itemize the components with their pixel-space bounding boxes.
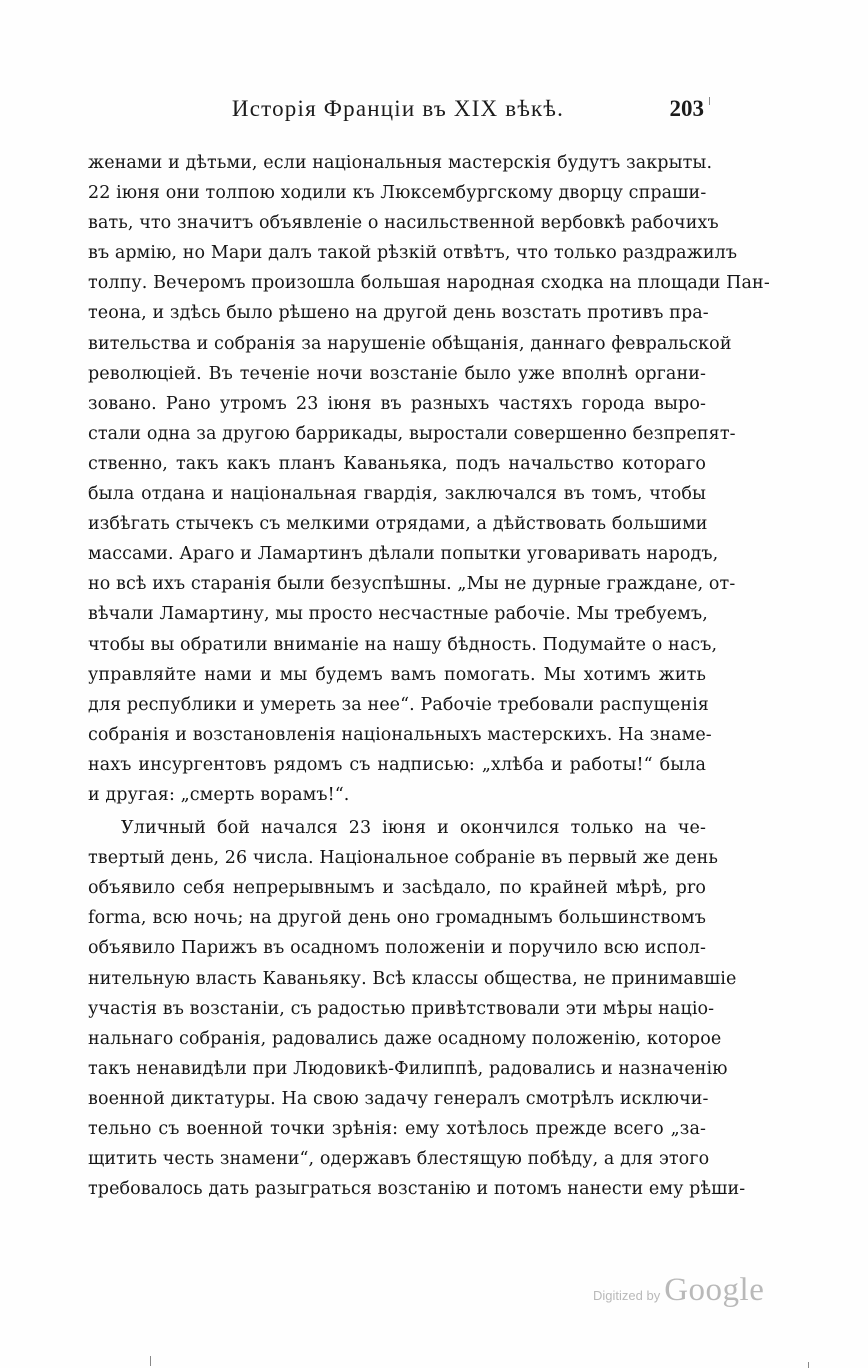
running-title: Исторія Франціи въ XIX вѣкѣ. bbox=[231, 96, 565, 121]
text-line: объявило Парижъ въ осадномъ положеніи и поручило всю испол- bbox=[88, 938, 706, 959]
text-line: вительства и собранія за нарушеніе обѣщанія, даннаго февральской bbox=[88, 333, 732, 354]
text-line: твертый день, 26 числа. Національное собраніе въ первый же день bbox=[88, 848, 718, 869]
text-line: управляйте нами и мы будемъ вамъ помогать. Мы хотимъ жить bbox=[88, 664, 706, 685]
text-line: чтобы вы обратили вниманіе на нашу бѣдность. Подумайте о насъ, bbox=[88, 634, 718, 655]
text-line: такъ ненавидѣли при Людовикѣ-Филиппѣ, радовались и назначенію bbox=[88, 1058, 728, 1079]
page-number: 203 bbox=[669, 96, 704, 121]
paragraph-2 bbox=[88, 813, 746, 1204]
text-line: forma, всю ночь; на другой день оно громаднымъ большинствомъ bbox=[88, 908, 706, 929]
text-line: стали одна за другою баррикады, выростали совершенно безпрепят- bbox=[88, 423, 736, 444]
text-line: теона, и здѣсь было рѣшено на другой день возстать противъ пра- bbox=[88, 303, 709, 324]
scan-mark bbox=[808, 1362, 809, 1368]
paragraph-1 bbox=[88, 148, 770, 810]
digitized-watermark bbox=[593, 1272, 764, 1312]
text-line: но всѣ ихъ старанія были безуспѣшны. „Мы не дурные граждане, от- bbox=[88, 574, 736, 595]
text-line: объявило себя непрерывнымъ и засѣдало, по крайней мѣрѣ, pro bbox=[88, 878, 706, 899]
text-line: нительную власть Каваньяку. Всѣ классы общества, не принимавшіе bbox=[88, 968, 737, 989]
text-line: была отдана и національная гвардія, заключался въ томъ, чтобы bbox=[88, 484, 706, 505]
text-line: 22 іюня они толпою ходили къ Люксембургскому дворцу спраши- bbox=[88, 183, 707, 204]
scan-mark bbox=[150, 1356, 151, 1366]
text-line: вѣчали Ламартину, мы просто несчастные рабочіе. Мы требуемъ, bbox=[88, 604, 708, 625]
text-line: требовалось дать разыграться возстанію и потомъ нанести ему рѣши- bbox=[88, 1179, 746, 1200]
text-line: зовано. Рано утромъ 23 іюня въ разныхъ частяхъ города выро- bbox=[88, 393, 706, 414]
text-line: собранія и возстановленія національныхъ мастерскихъ. На знаме- bbox=[88, 724, 712, 745]
text-line: для республики и умереть за нее“. Рабочіе требовали распущенія bbox=[88, 694, 709, 715]
watermark-prefix: Digitized by bbox=[593, 1288, 661, 1303]
text-line: ственно, такъ какъ планъ Каваньяка, подъ начальство котораго bbox=[88, 453, 706, 474]
text-line: участія въ возстаніи, съ радостью привѣтствовали эти мѣры націо- bbox=[88, 998, 715, 1019]
text-line: военной диктатуры. На свою задачу генералъ смотрѣлъ исключи- bbox=[88, 1088, 709, 1109]
text-line: тельно съ военной точки зрѣнія: ему хотѣлось прежде всего „за- bbox=[88, 1119, 706, 1139]
text-line: Уличный бой начался 23 іюня и окончился только на че- bbox=[121, 818, 706, 839]
text-line: революціей. Въ теченіе ночи возстаніе было уже вполнѣ органи- bbox=[88, 363, 706, 384]
running-header bbox=[88, 96, 708, 132]
google-logo: Google bbox=[664, 1272, 765, 1308]
text-line: толпу. Вечеромъ произошла большая народная сходка на площади Пан- bbox=[88, 273, 770, 294]
text-line: и другая: „смерть ворамъ!“. bbox=[88, 784, 350, 805]
text-line: массами. Араго и Ламартинъ дѣлали попытки уговаривать народъ, bbox=[88, 544, 719, 565]
text-line: женами и дѣтьми, если національныя мастерскія будутъ закрыты. bbox=[88, 153, 713, 173]
scan-mark bbox=[709, 97, 710, 105]
text-line: нальнаго собранія, радовались даже осадному положенію, которое bbox=[88, 1028, 722, 1049]
text-line: нахъ инсургентовъ рядомъ съ надписью: „хлѣба и работы!“ была bbox=[88, 754, 706, 775]
text-line: въ армію, но Мари далъ такой рѣзкій отвѣтъ, что только раздражилъ bbox=[88, 243, 738, 264]
body-text bbox=[88, 148, 770, 1204]
text-line: щитить честь знамени“, одержавъ блестящую побѣду, а для этого bbox=[88, 1149, 710, 1170]
text-line: избѣгать стычекъ съ мелкими отрядами, а дѣйствовать большими bbox=[88, 514, 708, 535]
text-line: вать, что значитъ объявленіе о насильственной вербовкѣ рабочихъ bbox=[88, 213, 719, 234]
